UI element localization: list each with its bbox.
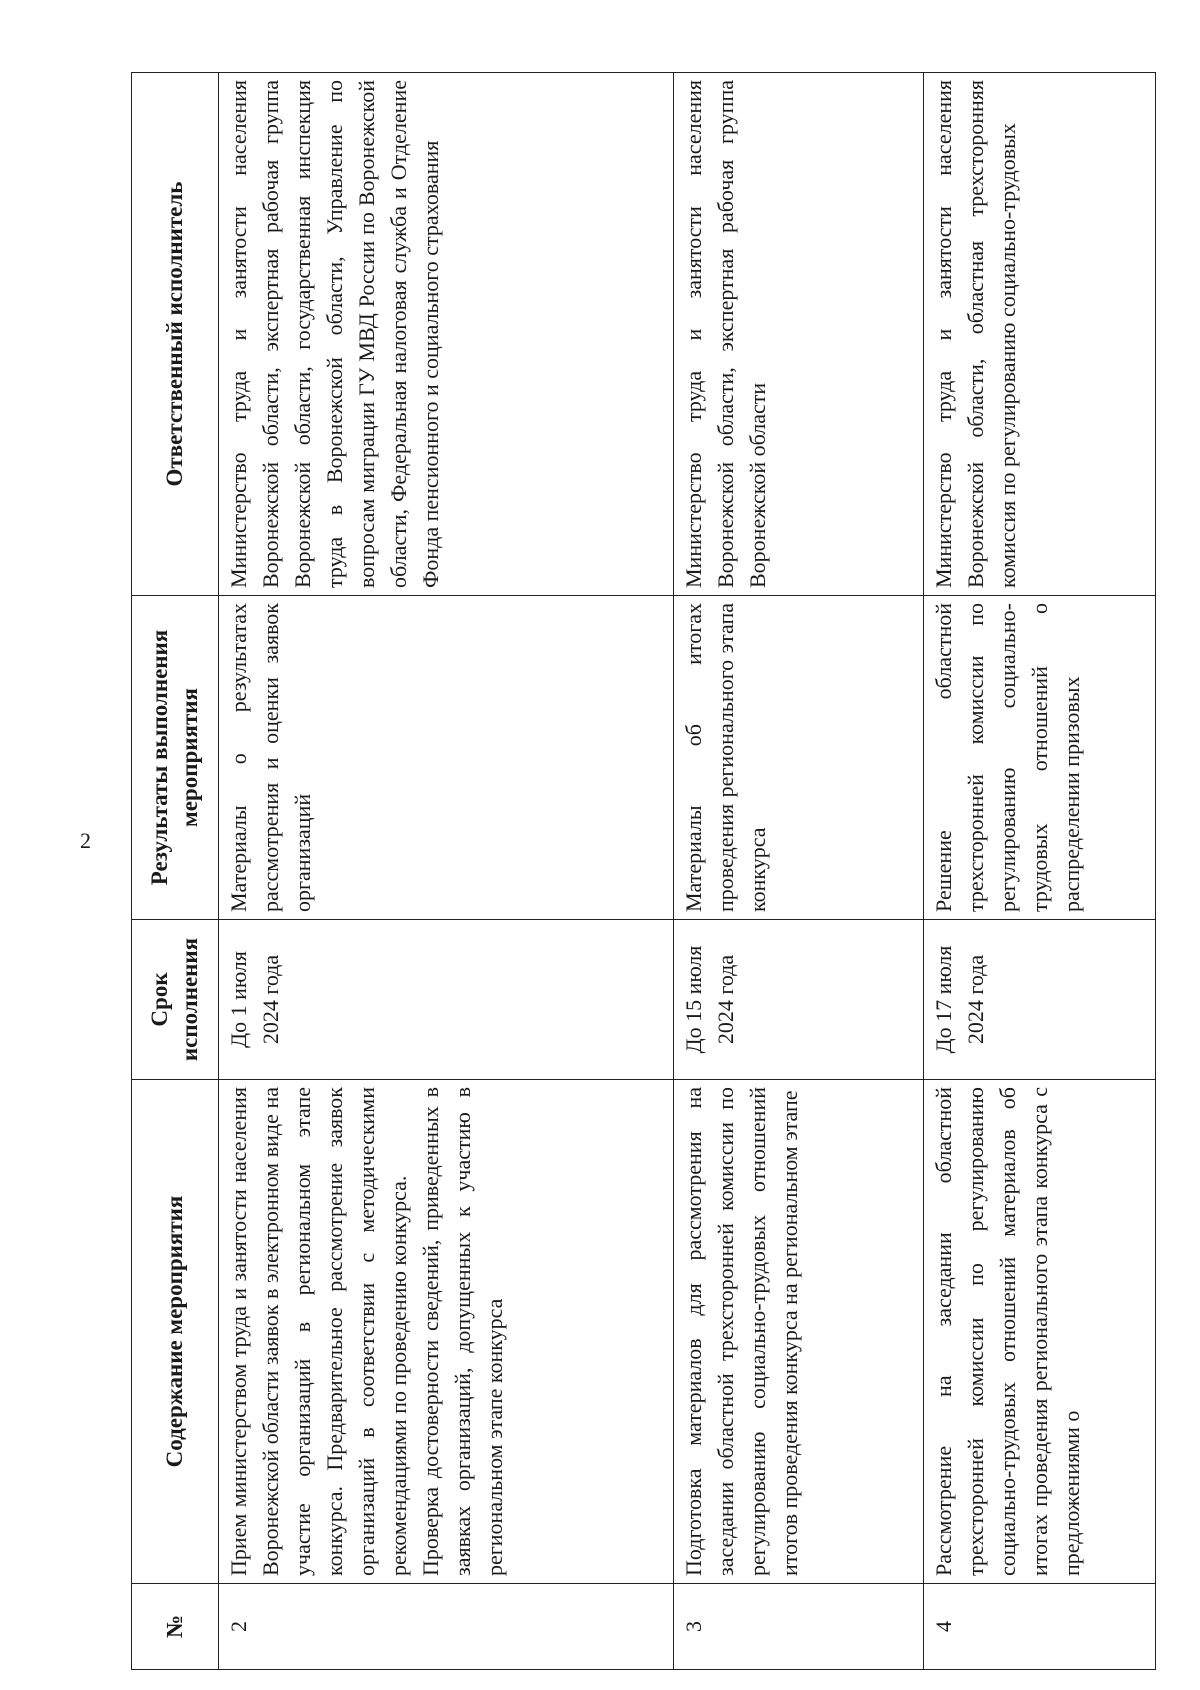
row-deadline: До 15 июля 2024 года	[673, 920, 923, 1080]
row-deadline: До 1 июля 2024 года	[219, 920, 674, 1080]
row-deadline: До 17 июля 2024 года	[924, 920, 1156, 1080]
row-number: 2	[219, 1584, 674, 1670]
row-content	[219, 1080, 674, 1584]
table-row	[924, 73, 1156, 1670]
header-executor: Ответственный исполнитель	[132, 73, 219, 596]
rotated-table-frame	[131, 73, 1156, 1670]
table-row	[673, 73, 923, 1670]
row-content: Подготовка материалов для рассмотрения на заседании областной трехсторонней комиссии по регулированию социально-трудовых отношений итогов проведения конкурса на региональном этапе	[673, 1080, 923, 1584]
row-results: Материалы о результатах рассмотрения и оценки заявок организаций	[219, 596, 674, 920]
header-results: Результаты выполнения мероприятия	[132, 596, 219, 920]
row-executor	[924, 73, 1156, 596]
row-executor: Министерство труда и занятости населения Воронежской области, экспертная рабочая группа Воронежской области, государственная инспекция труда в Воронежской области, Управление по вопросам миграции ГУ МВД России по Воронежской области, Федеральная налоговая служба и Отделение Фонда пенсионного и социального страхования	[219, 73, 674, 596]
header-deadline: Срок исполнения	[132, 920, 219, 1080]
row-content-text: Рассмотрение на заседании областной трехсторонней комиссии по регулированию социально-трудовых отношений материалов об итогах проведения регионального этапа конкурса с предложениями о	[931, 1087, 1085, 1576]
page-number: 2	[80, 828, 91, 853]
table-header-row	[132, 73, 219, 1670]
row-executor-text: Министерство труда и занятости населения Воронежской области, областная трехсторонняя комиссия по регулированию социально-трудовых	[931, 80, 1021, 588]
header-number: №	[132, 1584, 219, 1670]
row-number: 3	[673, 1584, 923, 1670]
row-results: Материалы об итогах проведения регионального этапа конкурса	[673, 596, 923, 920]
row-results	[924, 596, 1156, 920]
row-content-text: Прием министерством труда и занятости населения Воронежской области заявок в электронном виде на участие организаций в региональном этапе конкурса. Предварительное рассмотрение заявок организаций в соответствии с методическими рекомендациями по проведению конкурса. Проверка достоверности сведений, приведенных в заявках организаций, допущенных к участию в региональном этапе конкурса	[226, 1087, 507, 1576]
header-content: Содержание мероприятия	[132, 1080, 219, 1584]
action-plan-table	[131, 72, 1156, 1670]
row-results-text: Решение областной трехсторонней комиссии по регулированию социально-трудовых отношений о распределении призовых	[931, 603, 1085, 912]
row-content	[924, 1080, 1156, 1584]
row-number: 4	[924, 1584, 1156, 1670]
table-row	[219, 73, 674, 1670]
row-executor: Министерство труда и занятости населения Воронежской области, экспертная рабочая группа Воронежской области	[673, 73, 923, 596]
